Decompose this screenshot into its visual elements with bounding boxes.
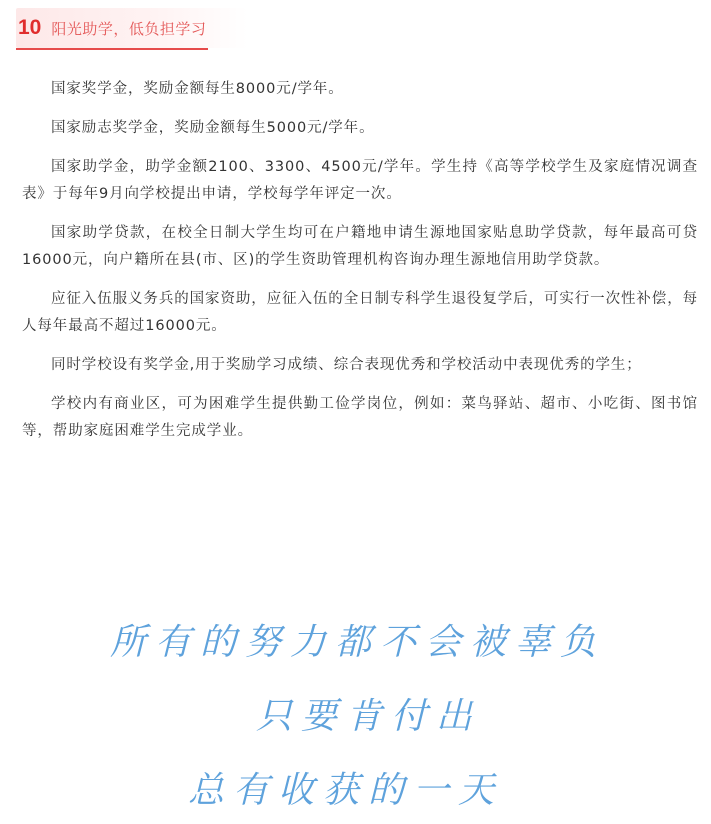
article-body <box>22 76 698 457</box>
paragraph-school-scholarship: 同时学校设有奖学金,用于奖励学习成绩、综合表现优秀和学校活动中表现优秀的学生； <box>51 357 642 373</box>
paragraph-student-loan: 国家助学贷款，在校全日制大学生均可在户籍地申请生源地国家贴息助学贷款，每年最高可贷16000元，向户籍所在县(市、区)的学生资助管理机构咨询办理生源地信用助学贷款。 <box>22 225 698 268</box>
paragraph-work-study: 学校内有商业区，可为困难学生提供勤工俭学岗位，例如：菜鸟驿站、超市、小吃街、图书馆等，帮助家庭困难学生完成学业。 <box>22 396 698 439</box>
slogan-line-3: 总有收获的一天 <box>188 770 504 811</box>
paragraph-national-scholarship: 国家奖学金，奖励金额每生8000元/学年。 <box>51 81 344 97</box>
paragraph-military-aid: 应征入伍服义务兵的国家资助，应征入伍的全日制专科学生退役复学后，可实行一次性补偿，每人每年最高不超过16000元。 <box>22 291 698 334</box>
header-underline <box>16 48 208 50</box>
section-title: 阳光助学，低负担学习 <box>51 19 207 38</box>
paragraph-inspirational-scholarship: 国家励志奖学金，奖励金额每生5000元/学年。 <box>51 120 375 136</box>
section-number: 10 <box>18 16 42 39</box>
section-header <box>12 8 248 48</box>
paragraph-national-grant: 国家助学金，助学金额2100、3300、4500元/学年。学生持《高等学校学生及家庭情况调查表》于每年9月向学校提出申请，学校每学年评定一次。 <box>22 159 698 202</box>
slogan-line-1: 所有的努力都不会被辜负 <box>110 622 606 663</box>
slogan-line-2: 只要肯付出 <box>256 696 482 737</box>
